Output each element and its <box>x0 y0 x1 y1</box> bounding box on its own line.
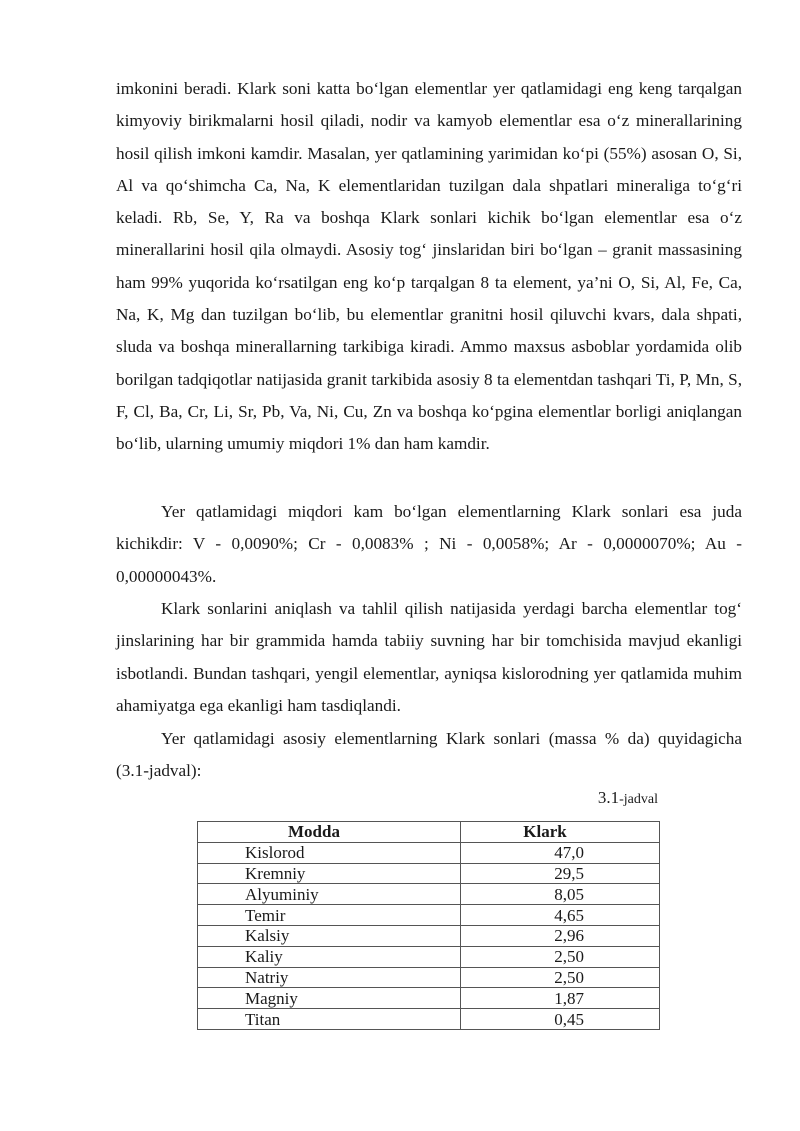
clark-value-cell: 1,87 <box>461 988 660 1009</box>
table-caption-word: -jadval <box>619 792 658 807</box>
clark-value-cell: 2,96 <box>461 925 660 946</box>
clark-table <box>197 821 660 1030</box>
element-name-cell: Kremniy <box>198 863 461 884</box>
element-name-cell: Magniy <box>198 988 461 1009</box>
table-row <box>198 884 660 905</box>
column-header-klark: Klark <box>461 822 660 843</box>
table-row <box>198 863 660 884</box>
table-header-row <box>198 822 660 843</box>
table-row <box>198 967 660 988</box>
element-name-cell: Titan <box>198 1009 461 1030</box>
table-row <box>198 1009 660 1030</box>
column-header-modda: Modda <box>198 822 461 843</box>
element-name-cell: Temir <box>198 905 461 926</box>
table-caption <box>598 788 658 808</box>
element-name-cell: Natriy <box>198 967 461 988</box>
table-row <box>198 925 660 946</box>
table-row <box>198 905 660 926</box>
paragraph-clark-intro: imkonini beradi. Klark soni katta bo‘lgan elementlar yer qatlamidagi eng keng tarqalgan kimyoviy birikmalarni hosil qiladi, nodir va kamyob elementlar esa o‘z minerallarining hosil qilish imkoni kamdir. Masalan, yer qatlamining yarimidan ko‘pi (55%) asosan O, Si, Al va qo‘shimcha Ca, Na, K elementlaridan tuzilgan dala shpatlari mineraliga to‘g‘ri keladi. Rb, Se, Y, Ra va boshqa Klark sonlari kichik bo‘lgan elementlar esa o‘z minerallarini hosil qila olmaydi. Asosiy tog‘ jinslaridan biri bo‘lgan – granit massasining ham 99% yuqorida ko‘rsatilgan eng ko‘p tarqalgan 8 ta element, ya’ni O, Si, Al, Fe, Ca, Na, K, Mg dan tuzilgan bo‘lib, bu elementlar granitni hosil qiluvchi kvars, dala shpati, sluda va boshqa minerallarning tarkibiga kiradi. Ammo maxsus asboblar yordamida olib borilgan tadqiqotlar natijasida granit tarkibida asosiy 8 ta elementdan tashqari Ti, P, Mn, S, F, Cl, Ba, Cr, Li, Sr, Pb, Va, Ni, Cu, Zn va boshqa ko‘pgina elementlar borligi aniqlangan bo‘lib, ularning umumiy miqdori 1% dan ham kamdir. <box>116 79 742 454</box>
table-row <box>198 842 660 863</box>
clark-value-cell: 2,50 <box>461 967 660 988</box>
paragraph-table-intro: Yer qatlamidagi asosiy elementlarning Klark sonlari (massa % da) quyidagicha (3.1-jadval): <box>116 729 742 781</box>
table-body <box>198 842 660 1029</box>
element-name-cell: Kalsiy <box>198 925 461 946</box>
table-row <box>198 946 660 967</box>
element-name-cell: Kislorod <box>198 842 461 863</box>
element-name-cell: Alyuminiy <box>198 884 461 905</box>
table-caption-number: 3.1 <box>597 788 620 807</box>
clark-value-cell: 47,0 <box>461 842 660 863</box>
clark-value-cell: 0,45 <box>461 1009 660 1030</box>
table-row <box>198 988 660 1009</box>
clark-value-cell: 4,65 <box>461 905 660 926</box>
paragraph-rare-elements: Yer qatlamidagi miqdori kam bo‘lgan elementlarning Klark sonlari esa juda kichikdir: V - 0,0090%; Cr - 0,0083% ; Ni - 0,0058%; Ar - 0,0000070%; Au - 0,00000043%. <box>116 502 742 586</box>
clark-value-cell: 2,50 <box>461 946 660 967</box>
clark-value-cell: 8,05 <box>461 884 660 905</box>
element-name-cell: Kaliy <box>198 946 461 967</box>
clark-value-cell: 29,5 <box>461 863 660 884</box>
paragraph-clark-analysis: Klark sonlarini aniqlash va tahlil qilish natijasida yerdagi barcha elementlar tog‘ jinslarining har bir grammida hamda tabiiy suvning har bir tomchisida mavjud ekanligi isbotlandi. Bundan tashqari, yengil elementlar, ayniqsa kislorodning yer qatlamida muhim ahamiyatga ega ekanligi ham tasdiqlandi. <box>116 599 742 715</box>
